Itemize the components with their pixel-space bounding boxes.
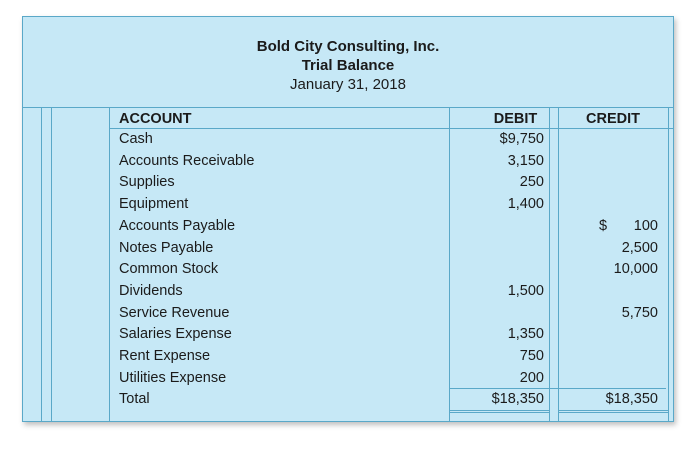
- credit-amount: 5,750: [621, 304, 658, 321]
- trial-balance-sheet: [22, 16, 674, 422]
- total-credit: $18,350: [605, 391, 658, 407]
- debit-amount: 3,150: [507, 152, 544, 169]
- header-credit: CREDIT: [586, 111, 640, 127]
- account-name: Cash: [119, 131, 153, 147]
- account-name: Equipment: [119, 196, 189, 213]
- account-name: Utilities Expense: [119, 369, 227, 386]
- column-rule: [558, 108, 559, 421]
- header-account: ACCOUNT: [119, 111, 192, 127]
- account-name: Rent Expense: [119, 348, 211, 364]
- statement-heading: [23, 17, 673, 107]
- credit-amount: 2,500: [621, 239, 658, 256]
- statement-title: Trial Balance: [301, 57, 395, 74]
- total-debit: $18,350: [491, 391, 544, 407]
- column-rule: [41, 108, 42, 421]
- statement-date: January 31, 2018: [290, 76, 406, 93]
- column-rule: [449, 108, 450, 421]
- column-rule: [109, 108, 110, 421]
- account-name: Accounts Payable: [119, 217, 236, 234]
- debit-amount: $9,750: [499, 131, 544, 147]
- debit-amount: 750: [519, 348, 544, 364]
- credit-amount: 10,000: [613, 261, 658, 278]
- dollar-sign: $: [599, 217, 608, 234]
- account-name: Service Revenue: [119, 304, 230, 321]
- account-name: Supplies: [119, 174, 175, 191]
- account-name: Salaries Expense: [119, 326, 232, 343]
- column-rule: [549, 108, 550, 421]
- account-name: Common Stock: [119, 261, 219, 278]
- column-rule: [51, 108, 52, 421]
- total-double-rule: [450, 410, 549, 413]
- header-debit: DEBIT: [493, 111, 538, 127]
- credit-amount: 100: [633, 217, 658, 234]
- column-rule: [668, 108, 669, 421]
- heading-divider: [23, 107, 673, 108]
- account-name: Dividends: [119, 282, 183, 299]
- debit-amount: 1,400: [507, 196, 544, 213]
- header-underline: [109, 128, 673, 129]
- total-label: Total: [119, 391, 150, 407]
- debit-amount: 1,350: [507, 326, 544, 343]
- debit-amount: 250: [519, 174, 544, 191]
- total-double-rule: [559, 410, 668, 413]
- account-name: Accounts Receivable: [119, 152, 255, 169]
- account-name: Notes Payable: [119, 239, 214, 256]
- debit-amount: 1,500: [507, 282, 544, 299]
- company-name: Bold City Consulting, Inc.: [256, 38, 440, 55]
- debit-amount: 200: [519, 369, 544, 386]
